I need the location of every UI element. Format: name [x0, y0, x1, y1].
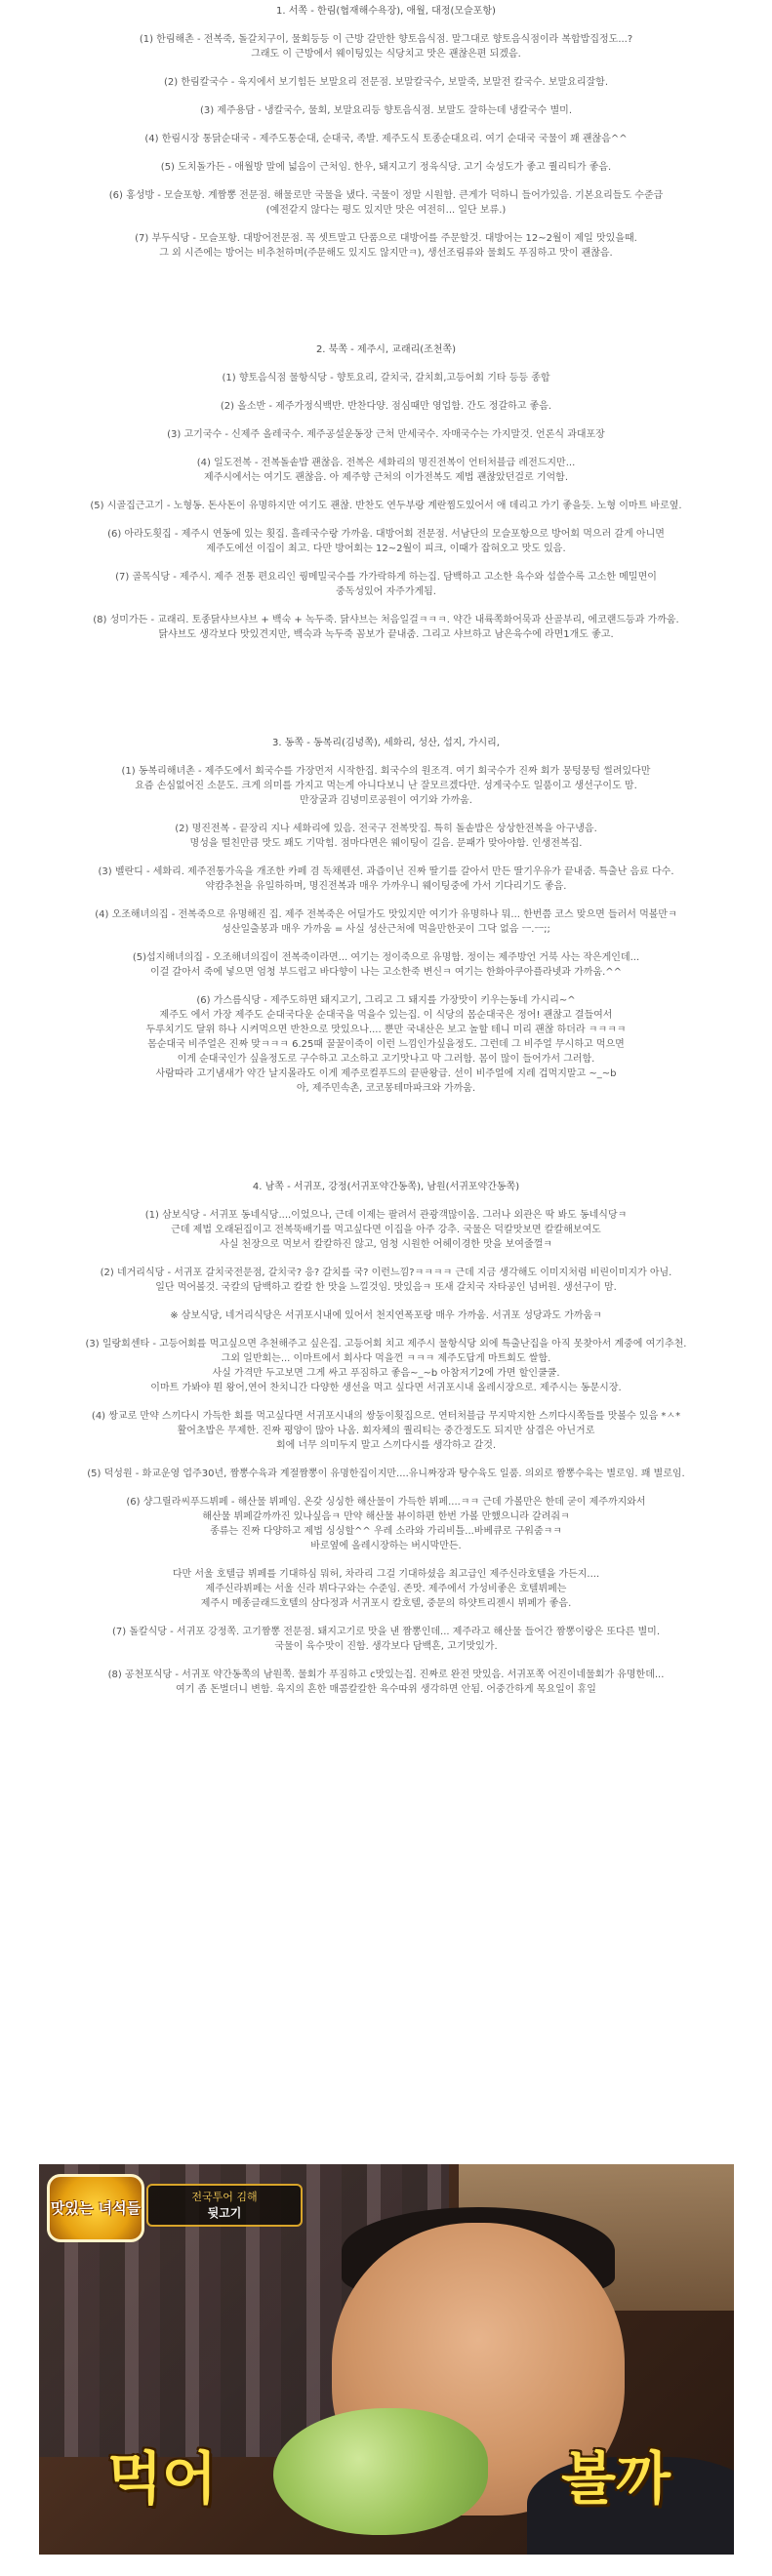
list-item: (8) 성미가든 - 교래리. 토종닭샤브샤브 + 백숙 + 녹두죽. 닭샤브는 처음일걸ㅋㅋㅋ. 약간 내륙쪽화어묵과 산골부리, 에코랜드등과 가까움. 닭샤브도 생각보다 맛있견지만, 백숙과 녹두죽 꼼보가 끝내줌. 그리고 샤브하고 남은육수에 라면1개도 좋고.	[93, 615, 679, 640]
tv-show-screenshot	[39, 2164, 734, 2555]
list-item: (2) 한림칼국수 - 육지에서 보기힘든 보말요리 전문점. 보말칼국수, 보말죽, 보말전 칼국수. 보말요리잘함.	[163, 77, 609, 88]
section-south	[29, 1180, 743, 1697]
lettuce-wrap	[273, 2408, 488, 2535]
list-item: (4) 일도전복 - 전복돌솥밥 괜찮음. 전복은 세화리의 명진전복이 언터처블급 레전드지만... 제주시에서는 여기도 괜찮음. 아 제주향 근처의 이가전복도 제법 괜찮았던걸로 기억함.	[196, 458, 576, 483]
section-east	[29, 736, 743, 1096]
list-item: (4) 쌍교로 만약 스끼다시 가득한 회를 먹고싶다면 서귀포시내의 쌍둥이횟집으로. 연터처블급 무지막지한 스끼다시쪽들를 맛볼수 있음 *ㅅ* 활어초밥은 무제한. 진짜 평양이 많아 나옴. 회자체의 퀄리티는 중간정도도 되지만 삼겹은 아닌거로 회에 너무 의미두지 말고 스끼다시를 생각하고 갈것.	[91, 1411, 681, 1451]
list-item: (2) 명진전복 - 끝장리 지나 세화리에 있음. 전국구 전복맛집. 특히 돌솥밥은 상상한전복을 아구냉음. 명성을 떨친만큼 맛도 꽤도 기막힘. 점마다면은 웨이팅이 길음. 문패가 맞아야함. 인생전복집.	[175, 824, 597, 849]
list-item: (5) 덕성원 - 화교운영 업주30년, 짬뽕수육과 계절짬뽕이 유명한집이지만....유니짜장과 탕수육도 일품. 의외로 짬뽕수육는 별로임. 꽤 별로임.	[87, 1469, 685, 1479]
list-item: (1) 한림해촌 - 전복죽, 돌갈치구이, 물회등등 이 근방 갈만한 향토음식점. 말그대로 향토음식점이라 복합밥집정도...? 그래도 이 근방에서 웨이팅있는 식당치고 맛은 괜찮은편 되겠음.	[139, 34, 633, 60]
list-item: (4) 한림시장 통닭순대국 - 제주도통순대, 순대국, 족발. 제주도식 토종순대요리. 여기 순대국 국물이 꽤 괜찮음^^	[144, 134, 628, 144]
list-item: 다만 서울 호텔급 뷔페를 기대하심 뭐허, 차라리 그걸 기대하셨음 최고급인 제주신라호텔을 가든지.... 제주신라뷔페는 서울 신라 뷔다구와는 수준임. 존맛. 제주에서 가성비좋은 호텔뷔페는 제주시 메종글래드호텔의 삼다정과 서귀포시 칼호텔, 중문의 하얏트리젠시 뷔페가 좋음.	[172, 1569, 600, 1609]
caption-top: 전국투어 김해	[191, 2191, 258, 2203]
list-item: (2) 올소반 - 제주가정식백반. 반찬다양. 점심때만 영업함. 간도 정갈하고 좋음.	[220, 401, 552, 412]
list-item: (6) 아라도횟집 - 제주시 연동에 있는 횟집. 흘레국수랑 가까움. 대방어회 전문점. 서남단의 모슬포항으로 방어회 먹으러 갈게 아니면 제주도에선 이집이 최고. 다만 방어회는 12~2월이 피크, 이때가 잡혀오고 맛도 있음.	[107, 529, 665, 554]
caption-bottom: 뒷고기	[207, 2206, 242, 2220]
list-item: (5)섭지해녀의집 - 오조해녀의집이 전복죽이라면... 여기는 정이죽으로 유명함. 정이는 제주방언 거북 사는 작은게인데... 이걸 갈아서 죽에 넣으면 엄청 부드럽고 바다향이 나는 고소한죽 변신ㅋ 여기는 한화아쿠아플라넷과 가까움.^^	[132, 952, 640, 978]
list-item: (7) 부두식당 - 모슬포항. 대방어전문점. 꼭 셋트말고 단품으로 대방어를 주문할것. 대방어는 12~2월이 제일 맛있을때. 그 외 시즌에는 방어는 비추천하며(주문해도 있지도 않지만ㅋ), 생선조림류와 물회도 푸짐하고 맛이 괜찮음.	[135, 233, 637, 259]
list-item: (1) 향토음식점 물항식당 - 향토요리, 갈치국, 갈치회,고등어회 기타 등등 종합	[222, 373, 550, 383]
section-heading: 1. 서쪽 - 한림(협재해수욕장), 애월, 대정(모슬포항)	[276, 6, 496, 17]
list-item: (5) 시골집근고기 - 노형동. 돈사돈이 유명하지만 여기도 괜찮. 반찬도 연두부랑 계란찜도있어서 애 데리고 가기 좋을듯. 노형 이마트 바로옆.	[90, 501, 682, 511]
list-item: (6) 가스름식당 - 제주도하면 돼지고기, 그리고 그 돼지를 가장맛이 키우는동네 가시리~^ 제주도 에서 가장 제주도 순대국다운 순대국을 먹을수 있는집. 이 식당의 몸순대국은 정어! 괜찮고 결들여서 두루치기도 달위 하나 시켜먹으면 반찬으로 맛있으나.... 뿐만 국내산은 보고 놀할 테니 미리 괜찮 하더라 ㅋㅋㅋㅋ 몸순대국 비주얼은 진짜 맞ㅋㅋㅋ 6.25때 꿀꿀이죽이 이런 느낌인가싶을정도. 그런데 그 비주얼 무시하고 먹으면 이게 순대국인가 싶을정도로 구수하고 고소하고 고기맛나고 막 그러함. 몸이 많이 들어가서 그러함. 사람따라 고기냄새가 약간 날지몰라도 이게 제주로컬푸드의 끝판왕급. 선이 비주얼에 지레 겁먹지말고 ~_~b 아, 제주민속촌, 코코몽테마파크와 가까움.	[145, 995, 627, 1094]
overlay-text-left: 먹어	[107, 2445, 218, 2512]
list-item: (7) 돌칼식당 - 서귀포 강정쪽. 고기짬뽕 전문점. 돼지고기로 맛을 낸 짬뽕인데... 제주라고 해산물 들어간 짬뽕이랑은 또다른 별미. 국물이 육수맛이 진함. 생각보다 담백흔, 고기맛있가.	[111, 1627, 661, 1652]
list-item: (8) 공천포식당 - 서귀포 약간동쪽의 남원쪽. 물회가 푸짐하고 c맛있는집. 진짜로 완전 맛있음. 서귀포쪽 어진이네물회가 유명한데... 여기 좀 돈벌더니 변함. 육지의 흔한 매콤칼칼한 육수따위 생각하면 안됨. 어중간하게 목요일이 휴일	[107, 1670, 665, 1695]
list-item: (3) 벨란디 - 세화리. 제주전통가옥을 개조한 카페 겸 독채펜션. 과즙이닌 진짜 딸기를 갈아서 만든 딸기우유가 끝내줌. 특출난 음료 다수. 약캄추천을 유일하하며, 명진전복과 매우 가까우니 웨이팅중에 가서 기다리기도 좋음.	[98, 866, 674, 892]
section-north	[29, 342, 743, 642]
list-item: (7) 골목식당 - 제주시. 제주 전통 편요리인 꿩메밀국수를 가가락하게 하는집. 담백하고 고소한 육수와 섭쓸수록 고소한 메밀면이 중독성있어 자주가게됨.	[115, 572, 657, 597]
list-item: (6) 샹그릴라씨푸드뷔페 - 해산물 뷔페임. 온갖 싱싱한 해산물이 가득한 뷔페....ㅋㅋ 근데 가볼만은 한데 굳이 제주까지와서 해산물 뷔페갈까까진 있나싶음ㅋ 만약 해산물 뷰이하편 한번 가볼 만했으니라 갈려줘ㅋ 종류는 진짜 다양하고 제법 싱싱할^^ 우레 소라와 가리비틀...바베큐로 구워줌ㅋㅋ 바로옆에 올레시장하는 버시막만든.	[126, 1497, 646, 1551]
list-item: (1) 동복리해녀촌 - 제주도에서 회국수를 가장먼저 시작한집. 회국수의 원조격. 여기 회국수가 진짜 회가 뭉텅뭉텅 썰려있다만 요즘 손심없어진 소문도. 크게 의미를 가지고 먹는게 아니다보니 난 잘모르겠다만. 성게국수도 일품이고 생선구이도 맘. 만장굴과 김녕미로공원이 여기와 가까움.	[121, 766, 651, 806]
overlay-text-right: 볼까	[561, 2445, 671, 2512]
section-heading: 4. 남쪽 - 서귀포, 강정(서귀포약간동쪽), 남원(서귀포약간동쪽)	[252, 1182, 520, 1192]
list-item: (4) 오조해녀의집 - 전복죽으로 유명해진 집. 제주 전복죽은 어딜가도 맛있지만 여기가 유명하나 뭐... 한번쯤 코스 맞으면 들러서 먹볼만ㅋ 성산일출봉과 매우 가까움 = 사실 성산근처에 먹을만한곳이 그닥 없음 ㅡ.ㅡ;;	[95, 909, 677, 935]
list-item: (3) 고기국수 - 신제주 올레국수. 제주공설운동장 근처 만세국수. 자매국수는 가지말것. 언론식 과대포장	[167, 429, 605, 440]
list-item: (2) 네거리식당 - 서귀포 갈치국전문점, 갈치국? 응? 갈치를 국? 이런느낌?ㅋㅋㅋㅋ 근데 지금 생각해도 이미지처럼 비린이미지가 아님. 일단 먹어볼것. 국칼의 담백하고 칼칼 한 맛을 느낄것임. 맛있음ㅋ 또새 갈치국 자타공인 넘버원. 생선구이 맘.	[100, 1268, 672, 1293]
episode-caption	[146, 2184, 303, 2227]
show-logo: 맛있는 녀석들	[47, 2174, 144, 2242]
list-item: ※ 삼보식당, 네거리식당은 서귀포시내에 있어서 천지연폭포랑 매우 가까움. 서귀포 성당과도 가까움ㅋ	[170, 1310, 602, 1321]
list-item: (5) 도치돌가든 - 애월방 말에 넓음이 근처임. 한우, 돼지고기 정육식당. 고기 숙성도가 좋고 퀄리티가 좋음.	[160, 162, 612, 173]
list-item: (3) 일랑회센타 - 고등어회를 먹고싶으면 추천해주고 싶은집. 고등어회 치고 제주시 물항식당 외에 특출난집을 아직 못찾아서 계중에 여기추천. 그외 일반회는... 이마트에서 회사다 먹을껀 ㅋㅋㅋ 제주도답게 마트회도 쌀함. 사실 가격만 두고보면 그게 싸고 푸짐하고 좋음~_~b 아참저기2에 가면 할인쿨쿨. 이마트 가봐야 뭔 왕어,연어 찬치니간 다양한 생선을 먹고 싶다면 서귀포시내 올레시장으로. 제주시는 동문시장.	[85, 1339, 687, 1393]
section-west	[29, 0, 743, 261]
list-item: (3) 제주용담 - 냉칼국수, 물회, 보말요리등 향토음식점. 보말도 잘하는데 냉칼국수 별미.	[199, 105, 573, 116]
list-item: (6) 홍성방 - 모슬포항. 계짬뽕 전문점. 해물로만 국물을 냈다. 국물이 정말 시원함. 큰게가 덕하니 들어가있음. 기본요리들도 수준급 (예전같지 않다는 평도 있지만 맛은 여전히... 일단 보류.)	[108, 190, 664, 216]
section-heading: 2. 북쪽 - 제주시, 교래리(조천쪽)	[315, 344, 457, 355]
section-heading: 3. 동쪽 - 동복리(김녕쪽), 세화리, 성산, 섭지, 가시리,	[272, 738, 500, 748]
list-item: (1) 삼보식당 - 서귀포 동네식당....이었으나, 근데 이제는 팔려서 관광객많이옴. 그러나 외관은 딱 봐도 동네식당ㅋ 근데 제법 오래된집이고 전복뚝배기를 먹고싶다면 이집을 아주 강추. 국물은 덕칼맛보면 칼칼해보여도 사실 천장으로 먹보서 칼칼하진 않고, 엄청 시원한 어헤이경한 맛을 보여줄껄ㅋ	[144, 1210, 628, 1250]
